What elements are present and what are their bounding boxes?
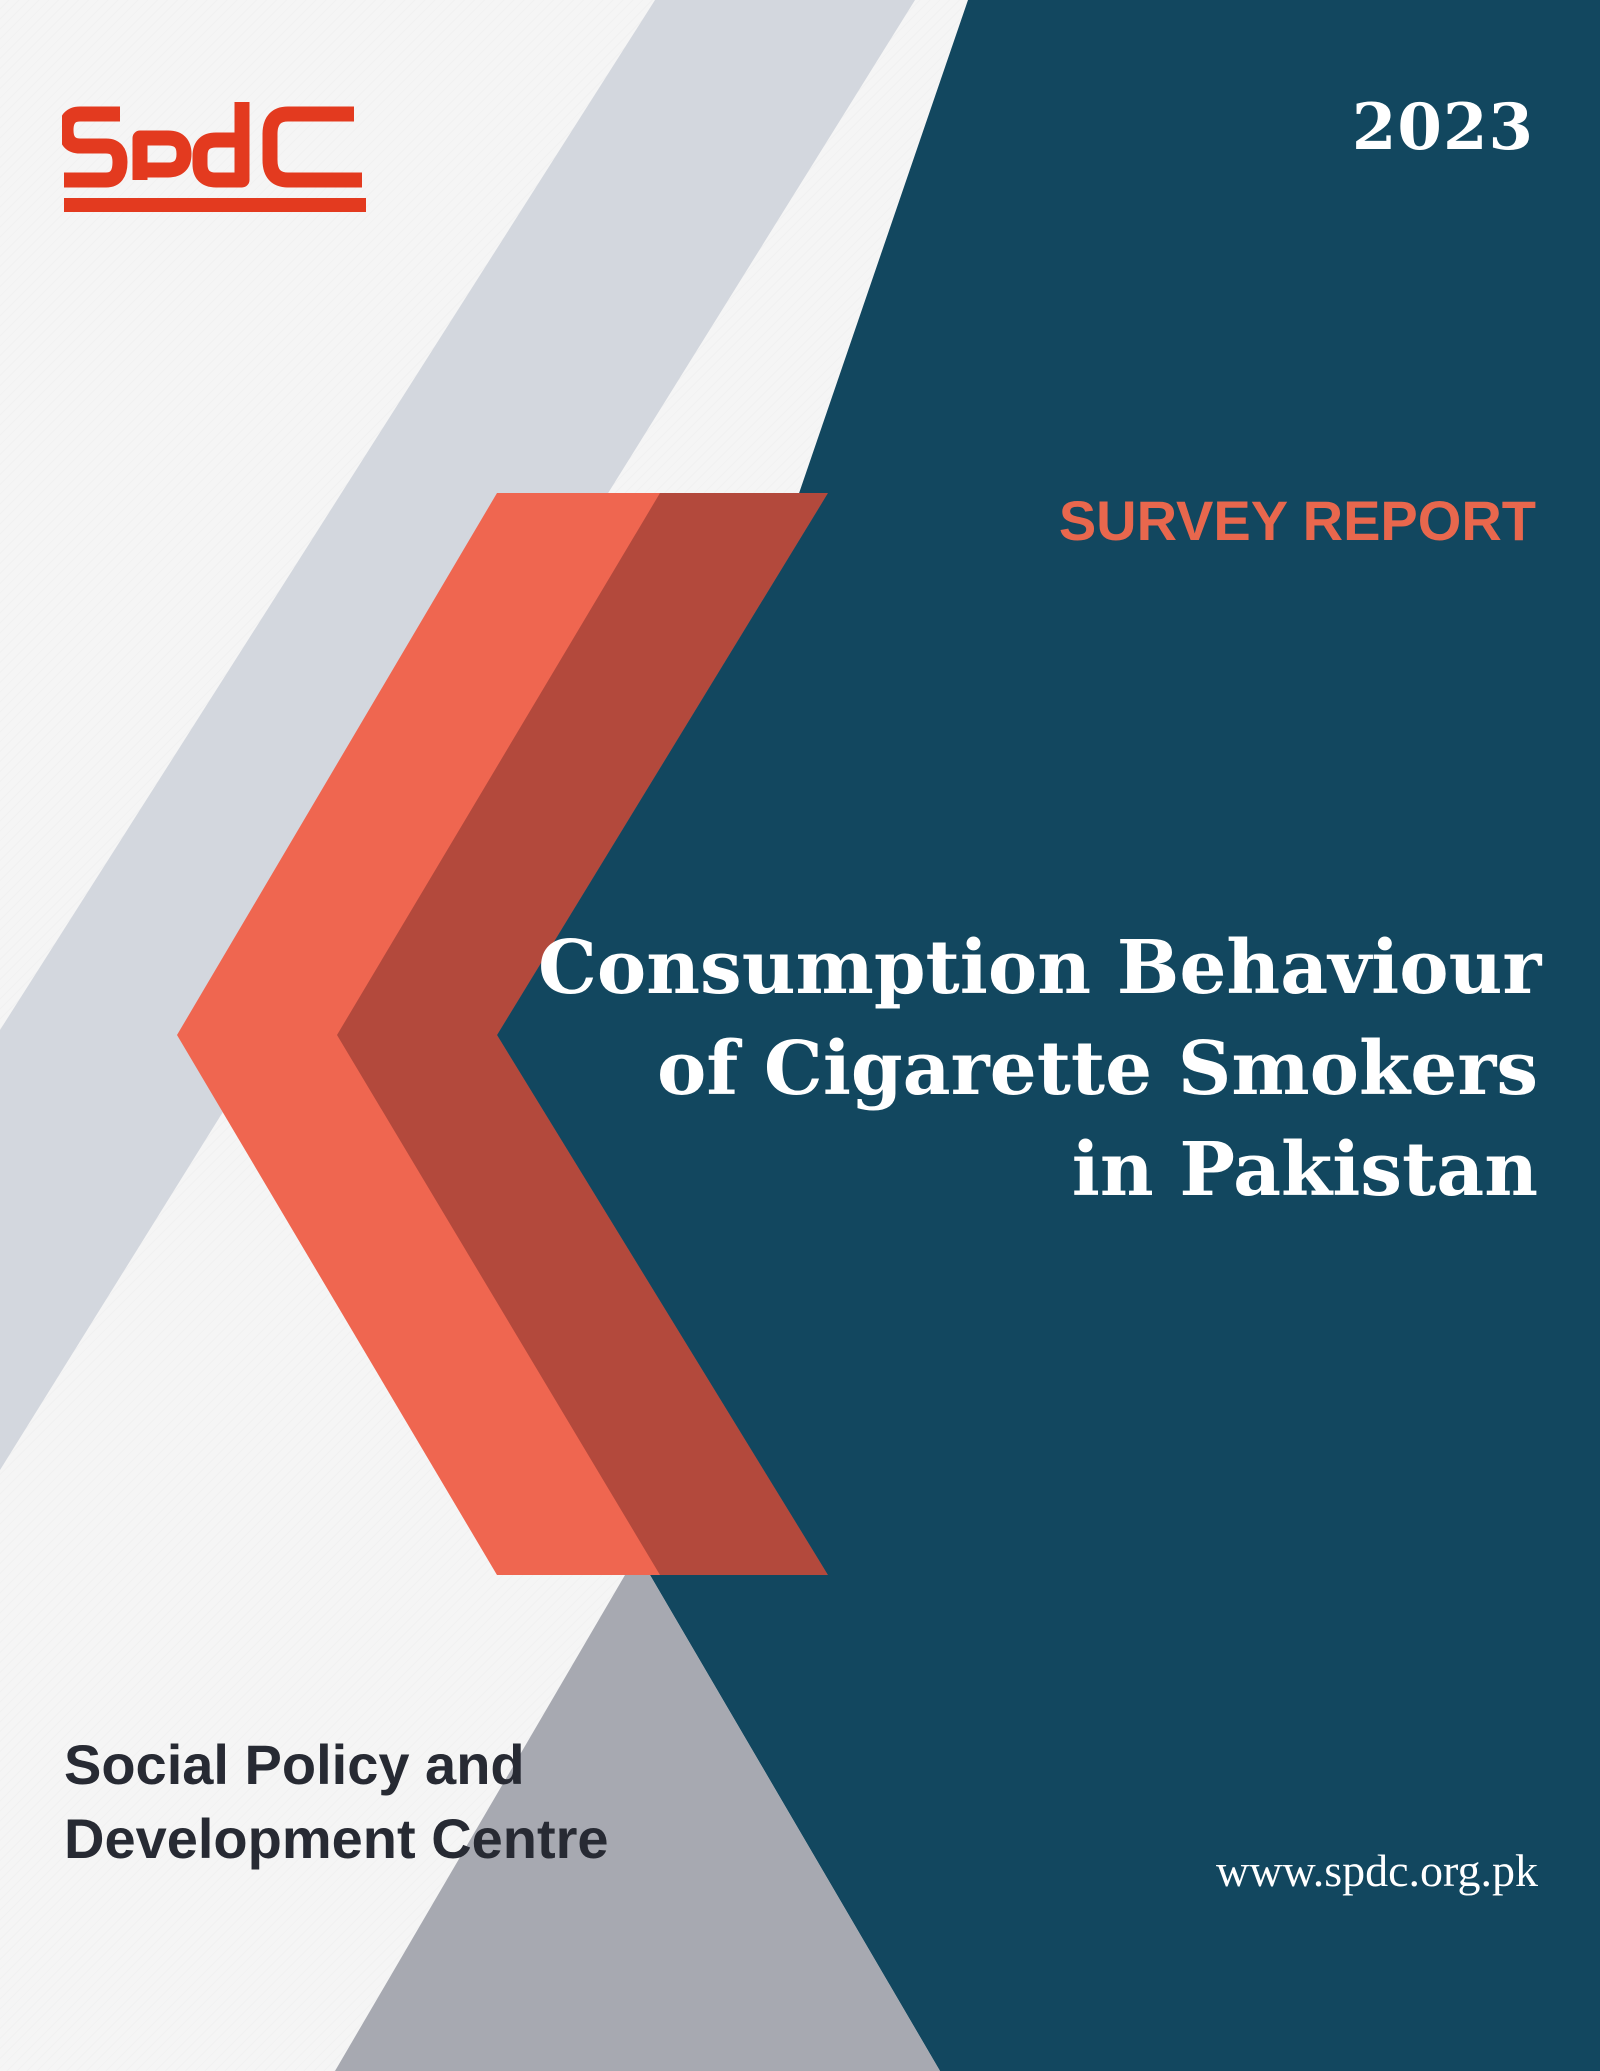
title-line-2: of Cigarette Smokers	[656, 1026, 1538, 1112]
spdc-logo-mark	[62, 100, 367, 222]
organization-name	[64, 1728, 609, 1876]
report-title	[538, 918, 1542, 1221]
spdc-logo	[62, 100, 367, 227]
report-year: 2023	[1351, 90, 1534, 165]
title-line-3: in Pakistan	[1071, 1127, 1538, 1213]
website-url: www.spdc.org.pk	[1216, 1845, 1538, 1896]
organization-line-2: Development Centre	[64, 1807, 609, 1870]
report-type-label: SURVEY REPORT	[1058, 489, 1536, 552]
title-line-1: Consumption Behaviour	[538, 925, 1542, 1011]
organization-line-1: Social Policy and	[64, 1733, 525, 1796]
